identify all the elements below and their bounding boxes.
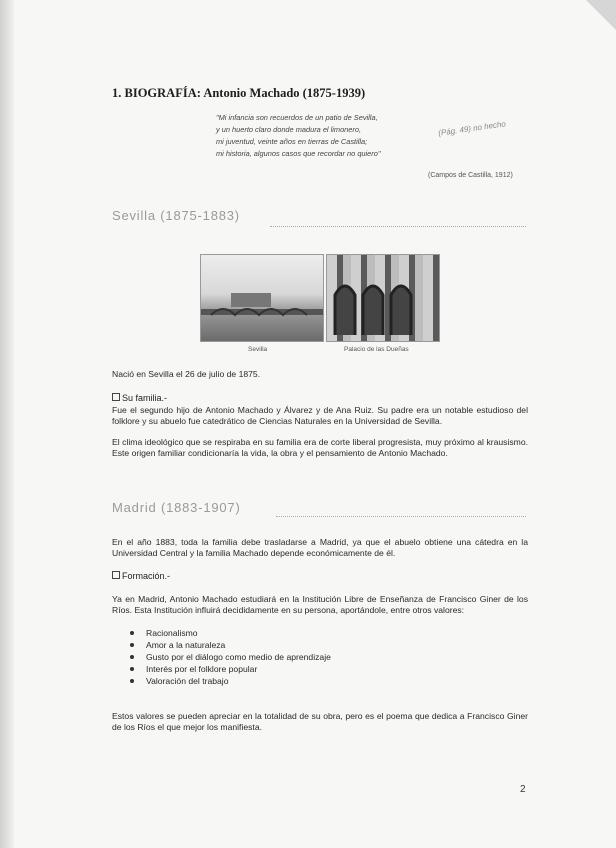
epigraph-source: (Campos de Castilla, 1912) [428, 172, 513, 179]
epigraph-line: "Mi infancia son recuerdos de un patio de Sevilla, [216, 113, 378, 122]
closing-paragraph: Estos valores se pueden apreciar en la totalidad de su obra, pero es el poema que dedica a Francisco Giner de los Ríos el que mejor los manifiesta. [112, 711, 528, 732]
list-item: Racionalismo [128, 627, 508, 639]
list-item: Valoración del trabajo [128, 675, 508, 687]
list-item: Interés por el folklore popular [128, 663, 508, 675]
subheading-familia-label: Su familia.- [122, 393, 168, 403]
epigraph-poem [216, 112, 476, 160]
section-heading-sevilla: Sevilla (1875-1883) [112, 208, 240, 223]
arches-image-icon [327, 255, 439, 341]
page-number: 2 [520, 784, 526, 795]
familia-paragraph-2: El clima ideológico que se respiraba en su familia era de corte liberal progresista, muy próximo al krausismo. Este origen familiar condicionaría la vida, la obra y el pensamiento de Antonio Machado. [112, 437, 528, 458]
caption-palacio: Palacio de las Dueñas [344, 346, 409, 353]
handwritten-note: (Pág. 49) no hecho [437, 119, 507, 138]
section-divider [276, 516, 526, 517]
madrid-intro: En el año 1883, toda la familia debe trasladarse a Madrid, ya que el abuelo obtiene una cátedra en la Universidad Central y la familia Machado depende económicamente de él. [112, 537, 528, 558]
subheading-formacion-label: Formación.- [122, 571, 171, 581]
list-item: Amor a la naturaleza [128, 639, 508, 651]
formacion-paragraph: Ya en Madrid, Antonio Machado estudiará en la Institución Libre de Enseñanza de Francisco Giner de los Ríos. Esta Institución influirá decididamente en su persona, aportándole, entre otros valores: [112, 594, 528, 615]
palacio-photo [326, 254, 440, 342]
checkbox-square-icon [112, 393, 120, 401]
epigraph-line: y un huerto claro donde madura el limonero, [216, 125, 362, 134]
sevilla-photo [200, 254, 324, 342]
caption-sevilla: Sevilla [248, 346, 268, 353]
page-corner-fold [586, 0, 616, 30]
epigraph-line: mi juventud, veinte años en tierras de Castilla; [216, 137, 368, 146]
checkbox-square-icon [112, 571, 120, 579]
section-divider [270, 226, 526, 227]
epigraph-line: mi historia, algunos casos que recordar no quiero" [216, 149, 381, 158]
section-heading-madrid: Madrid (1883-1907) [112, 500, 241, 515]
valores-list [128, 627, 508, 687]
familia-paragraph-1: Fue el segundo hijo de Antonio Machado y Álvarez y de Ana Ruiz. Su padre era un notable estudioso del folklore y su abuelo fue catedrático de Ciencias Naturales en la Universidad de Sevilla. [112, 405, 528, 426]
subheading-formacion [112, 571, 170, 581]
document-title: 1. BIOGRAFÍA: Antonio Machado (1875-1939) [112, 86, 366, 100]
page-edge [0, 0, 14, 848]
birth-sentence: Nació en Sevilla el 26 de julio de 1875. [112, 369, 261, 379]
list-item: Gusto por el diálogo como medio de aprendizaje [128, 651, 508, 663]
bridge-image-icon [201, 255, 323, 341]
subheading-familia [112, 393, 167, 403]
